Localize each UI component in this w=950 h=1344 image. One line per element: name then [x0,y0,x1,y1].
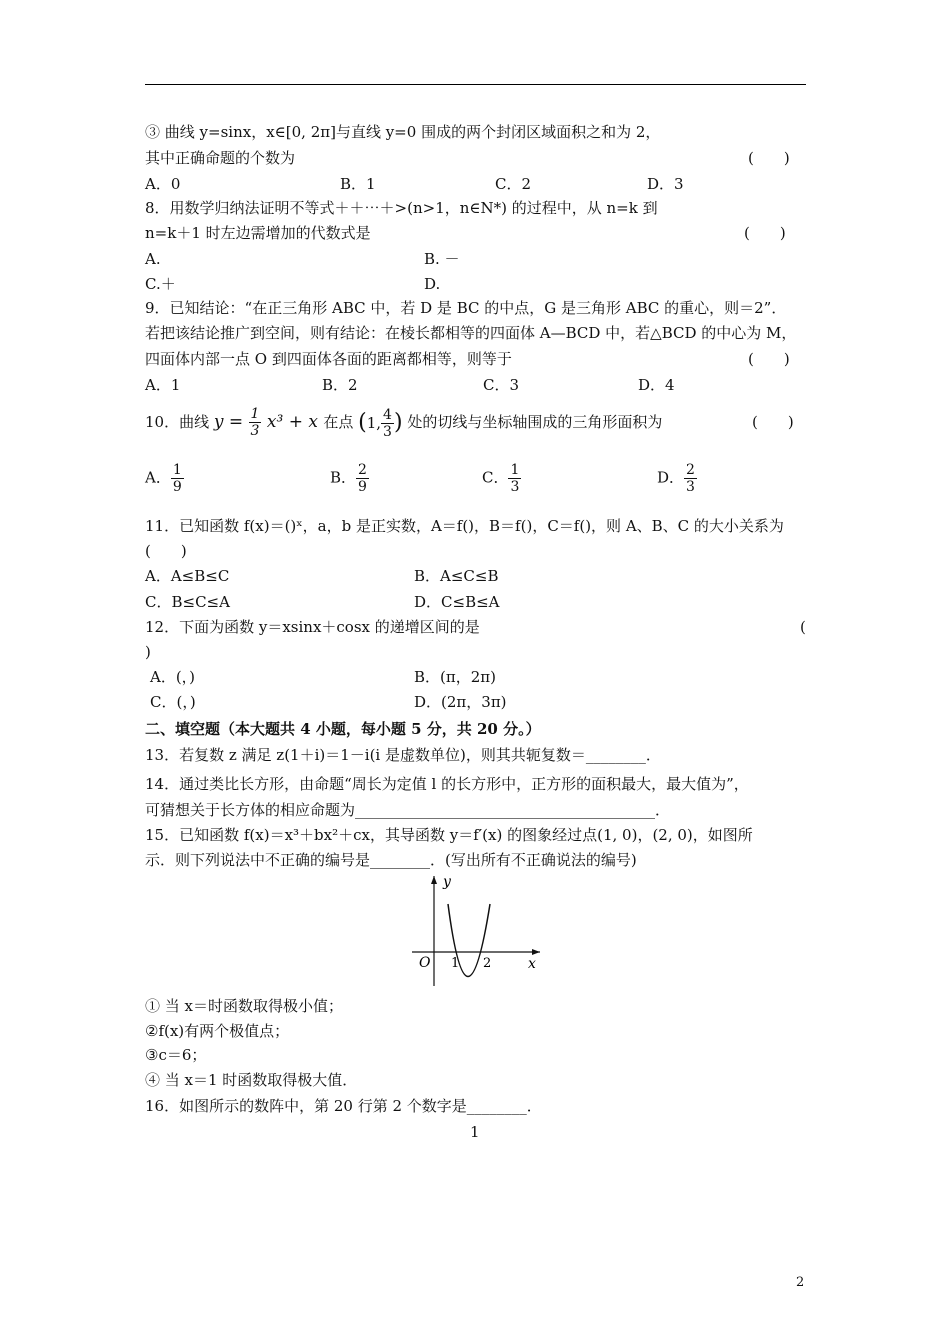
q8-text-2: n=k＋1 时左边需增加的代数式是 [145,224,371,242]
q12-text: 12．下面为函数 y＝xsinx＋cosx 的递增区间的是 [145,618,480,636]
q11-option-b[interactable]: B．A≤C≤B [414,567,499,585]
number-array-top: 1 [470,1123,480,1141]
q7-option-d[interactable]: D．3 [647,175,684,193]
q11-option-d[interactable]: D．C≤B≤A [414,593,500,611]
q8-option-c[interactable]: C.＋ [145,275,176,293]
header-rule [145,84,806,85]
q14-text-2: 可猜想关于长方体的相应命题为________________________________________． [145,801,671,819]
section-2-heading: 二、填空题（本大题共 4 小题，每小题 5 分，共 20 分。） [145,720,541,738]
q9-option-d[interactable]: D．4 [638,376,675,394]
q11-option-c[interactable]: C．B≤C≤A [145,593,230,611]
q10-answer-paren: ( ) [752,413,794,431]
q7-option-b[interactable]: B．1 [340,175,376,193]
q9-text-1: 9．已知结论：“在正三角形 ABC 中，若 D 是 BC 的中点，G 是三角形 ABC 的重心，则＝2”． [145,299,787,317]
q7-option-a[interactable]: A．0 [145,175,181,193]
q10-option-d[interactable]: D． $\frac{2}{3}$ [657,462,695,495]
q10-option-b[interactable]: B． $\frac{2}{9}$ [330,462,367,495]
origin-label: O [419,955,431,971]
q9-answer-paren: ( ) [748,350,790,368]
q8-option-a[interactable]: A. [145,250,161,268]
q10-point: ( [358,410,367,435]
q10-option-a[interactable]: A． $\frac{1}{9}$ [145,462,182,495]
q14-text-1: 14．通过类比长方形，由命题“周长为定值 l 的长方形中，正方形的面积最大，最大值为”， [145,775,749,793]
q13-text: 13．若复数 z 满足 z(1＋i)＝1－i(i 是虚数单位)，则其共轭复数＝________． [145,746,661,764]
q15-statement-3: ③c＝6； [145,1046,207,1064]
q9-text-3: 四面体内部一点 O 到四面体各面的距离都相等，则等于 [145,350,512,368]
q12-paren-close: ) [145,643,151,661]
q8-option-d[interactable]: D. [424,275,441,293]
y-axis-arrow [431,876,437,884]
q7-answer-paren: ( ) [748,149,790,167]
q9-option-a[interactable]: A．1 [145,376,181,394]
derivative-graph [408,872,544,988]
q15-statement-1: ① 当 x＝时函数取得极小值； [145,997,343,1015]
q9-text-2: 若把该结论推广到空间，则有结论：在棱长都相等的四面体 A—BCD 中，若△BCD 的中心为 M， [145,324,797,342]
q12-option-b[interactable]: B．(π，2π) [414,668,496,686]
q7-option-c[interactable]: C．2 [495,175,532,193]
q15-text-2: 示．则下列说法中不正确的编号是________．(写出所有不正确说法的编号) [145,851,637,869]
q15-statement-2: ②f(x)有两个极值点； [145,1022,290,1040]
q12-option-d[interactable]: D．(2π，3π) [414,693,507,711]
q8-answer-paren: ( ) [744,224,786,242]
tick-1-label: 1 [451,956,460,971]
q12-option-c[interactable]: C．(，) [150,693,196,711]
q15-statement-4: ④ 当 x＝1 时函数取得极大值． [145,1071,358,1089]
q11-text: 11．已知函数 f(x)＝()ˣ，a，b 是正实数，A＝f()，B＝f()，C＝f()，则 A、B、C 的大小关系为 [145,517,784,535]
q8-text-1: 8．用数学归纳法证明不等式＋＋⋯＋>(n>1，n∈N*) 的过程中，从 n=k 到 [145,199,658,217]
q7-question: 其中正确命题的个数为 [145,149,296,167]
q12-paren-open: ( [800,618,806,636]
q16-text: 16．如图所示的数阵中，第 20 行第 2 个数字是________． [145,1097,542,1115]
q10-option-c[interactable]: C． $\frac{1}{3}$ [482,462,520,495]
q7-statement-3: ③ 曲线 y=sinx，x∈[0, 2π]与直线 y=0 围成的两个封闭区域面积之和为 2， [145,123,661,141]
q11-answer-paren: ( ) [145,542,187,560]
q15-text-1: 15．已知函数 f(x)＝x³＋bx²＋cx，其导函数 y＝f′(x) 的图象经过点(1, 0)，(2, 0)，如图所 [145,826,753,844]
x-axis-arrow [532,949,540,955]
q10-text: 10．曲线 y = $\frac{1}{3}$ x³ + x 在点 (1, $\frac{4}{3}$ ) 处的切线与坐标轴围成的三角形面积为 [145,406,663,440]
q9-option-b[interactable]: B．2 [322,376,358,394]
q8-option-b[interactable]: B. － [424,250,460,268]
q11-option-a[interactable]: A．A≤B≤C [145,567,230,585]
page-number: 2 [796,1275,805,1290]
q9-option-c[interactable]: C．3 [483,376,520,394]
tick-2-label: 2 [483,956,492,971]
y-axis-label: y [443,874,451,890]
q12-option-a[interactable]: A．(，) [150,668,196,686]
x-axis-label: x [528,956,536,972]
q10-curve: y = $\frac{1}{3}$ x³ + x [213,406,318,439]
